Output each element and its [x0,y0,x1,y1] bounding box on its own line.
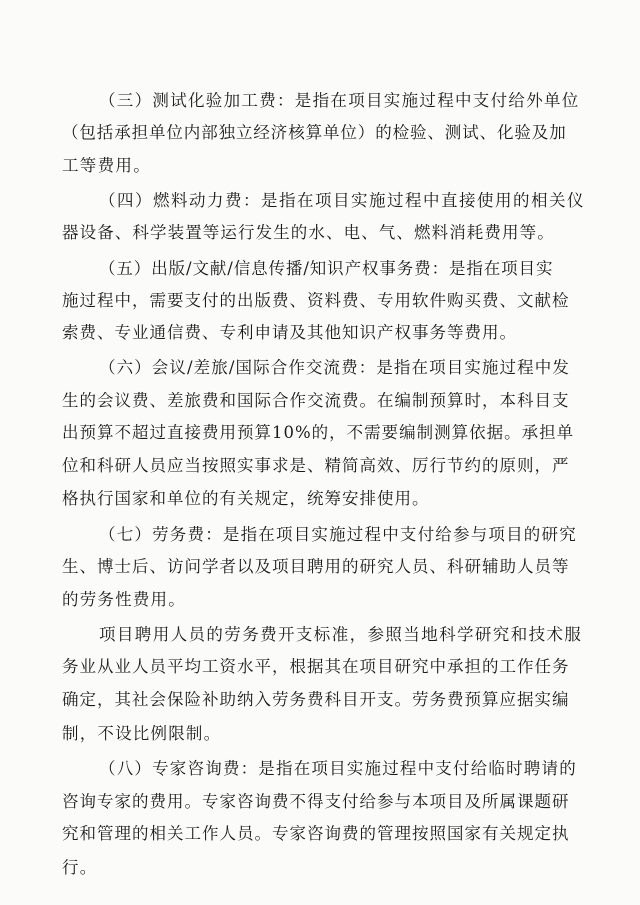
text-line: 生、博士后、访问学者以及项目聘用的研究人员、科研辅助人员等 [62,557,570,576]
text-line: 格执行国家和单位的有关规定，统筹安排使用。 [62,489,430,508]
text-line: 出预算不超过直接费用预算10%的，不需要编制测算依据。承担单 [62,423,575,442]
text-line: 的劳务性费用。 [62,590,186,609]
text-line: 究和管理的相关工作人员。专家咨询费的管理按照国家有关规定执 [62,824,570,843]
text-line: 索费、专业通信费、专利申请及其他知识产权事务等费用。 [62,323,517,342]
text-line: （包括承担单位内部独立经济核算单位）的检验、测试、化验及加 [62,123,567,142]
text-line: 咨询专家的费用。专家咨询费不得支付给参与本项目及所属课题研 [62,792,570,811]
text-line: 器设备、科学装置等运行发生的水、电、气、燃料消耗费用等。 [62,223,555,242]
text-line: （七）劳务费：是指在项目实施过程中支付给参与项目的研究 [99,525,577,544]
text-line: 务业从业人员平均工资水平，根据其在项目研究中承担的工作任务 [62,657,570,676]
text-line: （四）燃料动力费：是指在项目实施过程中直接使用的相关仪 [99,191,585,210]
text-line: 项目聘用人员的劳务费开支标准，参照当地科学研究和技术服 [99,625,583,644]
text-line: 生的会议费、差旅费和国际合作交流费。在编制预算时，本科目支 [62,391,570,410]
text-line: 行。 [62,858,98,877]
text-line: （八）专家咨询费：是指在项目实施过程中支付给临时聘请的 [99,759,577,778]
text-line: （六）会议/差旅/国际合作交流费：是指在项目实施过程中发 [99,358,570,377]
text-line: 确定，其社会保险补助纳入劳务费科目开支。劳务费预算应据实编 [62,690,570,709]
text-line: 制，不设比例限制。 [62,724,222,743]
text-line: 工等费用。 [62,156,151,175]
text-line: 位和科研人员应当按照实事求是、精简高效、厉行节约的原则，严 [62,456,570,475]
text-line: （三）测试化验加工费：是指在项目实施过程中支付给外单位 [99,91,580,110]
text-line: 施过程中，需要支付的出版费、资料费、专用软件购买费、文献检 [62,291,570,310]
text-line: （五）出版/文献/信息传播/知识产权事务费：是指在项目实 [99,259,554,278]
